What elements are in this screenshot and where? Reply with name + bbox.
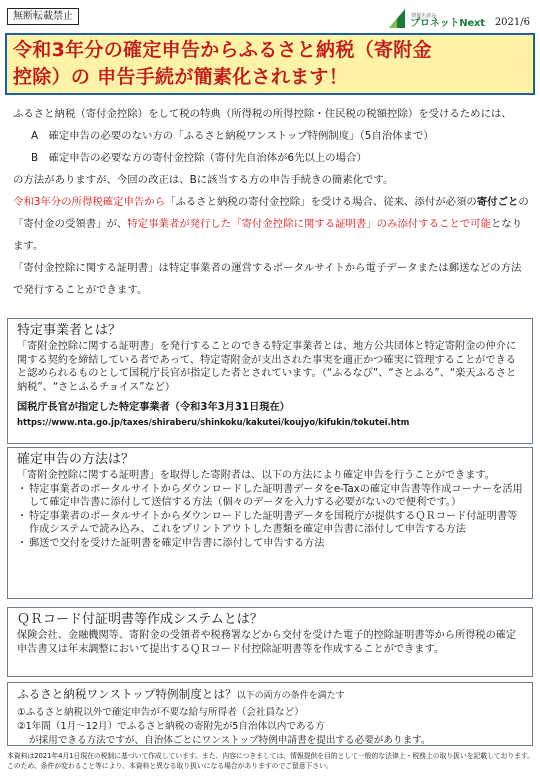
logo — [388, 5, 530, 29]
top-bar — [0, 0, 540, 34]
nta-link[interactable]: https://www.nta.go.jp/taxes/shiraberu/shinkoku/kakutei/koujyo/kifukin/tokutei.htm — [17, 416, 410, 427]
logo-tagline: 情報を読み — [411, 13, 437, 19]
one-stop-box — [7, 682, 533, 746]
list-item: ・ 郵送で交付を受けた証明書を確定申告書に添付して申告する方法 — [17, 537, 523, 551]
box-body: 「寄附金控除に関する証明書」を取得した寄附者は、以下の方法により確定申告を行うことができます。 — [17, 470, 495, 481]
box-body: 保険会社、金融機関等、寄附金の受領者や税務署などから交付を受けた電子的控除証明書等から所得税の確定申告書又は年末調整において提出するＱＲコード付控除証明書等を作成することができます。 — [17, 630, 517, 655]
intro-paragraph-1: ふるさと納税（寄付金控除）をして税の特典（所得税の所得控除・住民税の税額控除）を受けるためには、 — [13, 108, 512, 120]
intro-item-b: B 確定申告の必要な方の寄付金控除（寄付先自治体が6先以上の場合） — [31, 152, 367, 164]
intro-text: 「ふるさと納税の寄付金控除」を受ける場合、従来、添付が必須の — [165, 196, 477, 208]
box-heading — [17, 686, 523, 705]
issue-date: 2021/6 — [494, 17, 530, 28]
intro-section — [13, 103, 530, 301]
no-reprint-tag: 無断転載禁止 — [7, 8, 79, 25]
bold-text: 寄付ごと — [476, 196, 519, 208]
condition-note: が採用できる方法ですが、自治体ごとにワンストップ特例申請書を提出する必要があります。 — [29, 735, 431, 747]
intro-paragraph-4: 「寄付金控除に関する証明書」は特定事業者の運営するポータルサイトから電子データまたは郵送などの方法で発行することができます。 — [13, 262, 522, 296]
box-heading: 確定申告の方法は？ — [17, 452, 135, 467]
list-item: ・ 特定事業者のポータルサイトからダウンロードした証明書データを国税庁が提供するＱＲコード付証明書等作成システムで読み込み、これをプリントアウトした書類を確定申告書に添付して申告する方法 — [17, 510, 523, 537]
pronet-logo-icon — [388, 7, 406, 29]
intro-paragraph-3 — [13, 191, 530, 257]
intro-text: となります。 — [13, 218, 523, 252]
page-title — [5, 33, 535, 95]
box-heading-note: 以下の両方の条件を満たす — [236, 691, 345, 701]
disclaimer: 本資料は2021年4月1日現在の税制に基づいて作成しています。また、内容につきましては、情報提供を目的として一般的な法律上・税務上の取り扱いを記載しております。このため、条件が変わること等により、本資料と異なる取り扱いになる場合がありますのでご留意下さい。 — [7, 752, 534, 770]
box-heading-text: ふるさと納税ワンストップ特例制度とは？ — [17, 687, 237, 701]
red-text: 令和3年分の所得税確定申告から — [13, 196, 166, 208]
intro-text: の「寄付金の受領書」が、 — [13, 196, 529, 230]
qr-system-box — [7, 607, 533, 677]
filing-method-box — [7, 447, 533, 599]
specified-business-box — [7, 318, 533, 444]
box-heading: ＱＲコード付証明書等作成システムとは？ — [17, 612, 263, 627]
intro-paragraph-2: の方法がありますが、今回の改正は、Bに該当する方の申告手続きの簡素化です。 — [13, 174, 394, 186]
intro-item-a: A 確定申告の必要のない方の「ふるさと納税ワンストップ特例制度」（5自治体まで） — [31, 130, 434, 142]
title-line-2: 控除）の 申告手続が簡素化されます！ — [13, 66, 349, 88]
list-item: ・ 特定事業者のポータルサイトからダウンロードした証明書データをe-Taxの確定申告書等作成コーナーを活用して確定申告書に添付して送信する方法（個々のデータを入力する必要がないので便利です。） — [17, 483, 523, 510]
method-list — [17, 483, 523, 551]
box-body: 「寄附金控除に関する証明書」を発行することのできる特定事業者とは、地方公共団体と特定寄附金の仲介に関する契約を締結している者であって、特定寄附金が支出された事実を適正かつ確実に管理することができると認められるものとして国税庁長官が指定した者とされています。（“ふるなび”、“さとふる”、“楽天ふるさと納税”、“さとふるチョイス”など） — [17, 341, 517, 393]
condition-1: ①ふるさと納税以外で確定申告が不要な給与所得者（会社員など） — [17, 707, 304, 718]
red-text: 特定事業者が発行した「寄付金控除に関する証明書」のみ添付することで可能 — [127, 218, 491, 230]
logo-brand: プロネットNext — [410, 18, 485, 29]
condition-2: ②1年間（1月～12月）でふるさと納税の寄附先が5自治体以内である方 — [17, 721, 325, 733]
box-heading: 特定事業者とは？ — [17, 323, 122, 338]
box-subheading: 国税庁長官が指定した特定事業者（令和3年3月31日現在） — [17, 402, 290, 414]
title-line-1: 令和3年分の確定申告からふるさと納税（寄附金 — [13, 39, 432, 61]
